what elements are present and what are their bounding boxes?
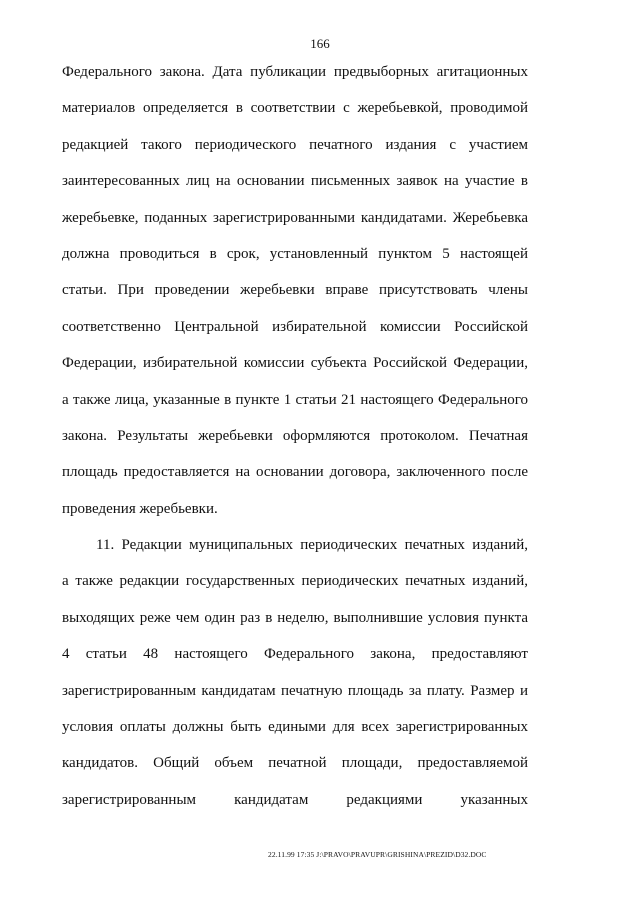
text-line: условия оплаты должны быть едиными для всех зарегистрированных [62, 719, 528, 736]
text-line: кандидатов. Общий объем печатной площади, предоставляемой [62, 755, 528, 772]
text-line: должна проводиться в срок, установленный пунктом 5 настоящей [62, 245, 528, 262]
text-line: проведения жеребьевки. [62, 500, 218, 517]
text-line: материалов определяется в соответствии с жеребьевкой, проводимой [62, 100, 528, 117]
text-line: статьи. При проведении жеребьевки вправе присутствовать члены [62, 282, 528, 299]
text-line: Федерального закона. Дата публикации предвыборных агитационных [62, 64, 528, 80]
text-line: а также лица, указанные в пункте 1 статьи 21 настоящего Федерального [62, 391, 528, 408]
text-line: Федерации, избирательной комиссии субъекта Российской Федерации, [62, 355, 528, 372]
file-path-footer: 22.11.99 17:35 J:\PRAVO\PRAVUPR\GRISHINA\PREZID\D32.DOC [268, 850, 487, 859]
paragraph [62, 533, 528, 824]
text-line: а также редакции государственных периодических печатных изданий, [62, 573, 528, 590]
text-line: 11. Редакции муниципальных периодических печатных изданий, [96, 537, 528, 554]
text-line: закона. Результаты жеребьевки оформляются протоколом. Печатная [62, 427, 528, 444]
text-line: зарегистрированным кандидатам редакциями указанных [62, 791, 528, 808]
text-line: редакцией такого периодического печатного издания с участием [62, 136, 528, 153]
text-line: площадь предоставляется на основании договора, заключенного после [62, 464, 528, 481]
text-line: зарегистрированным кандидатам печатную площадь за плату. Размер и [62, 682, 528, 699]
paragraph [62, 60, 528, 533]
text-line: жеребьевке, поданных зарегистрированными кандидатами. Жеребьевка [62, 209, 528, 226]
text-line: 4 статьи 48 настоящего Федерального закона, предоставляют [62, 646, 528, 663]
text-line: соответственно Центральной избирательной комиссии Российской [62, 318, 528, 335]
page-number: 166 [310, 36, 330, 51]
document-body [62, 60, 528, 824]
text-line: выходящих реже чем один раз в неделю, выполнившие условия пункта [62, 609, 528, 626]
text-line: заинтересованных лиц на основании письменных заявок на участие в [62, 173, 528, 190]
